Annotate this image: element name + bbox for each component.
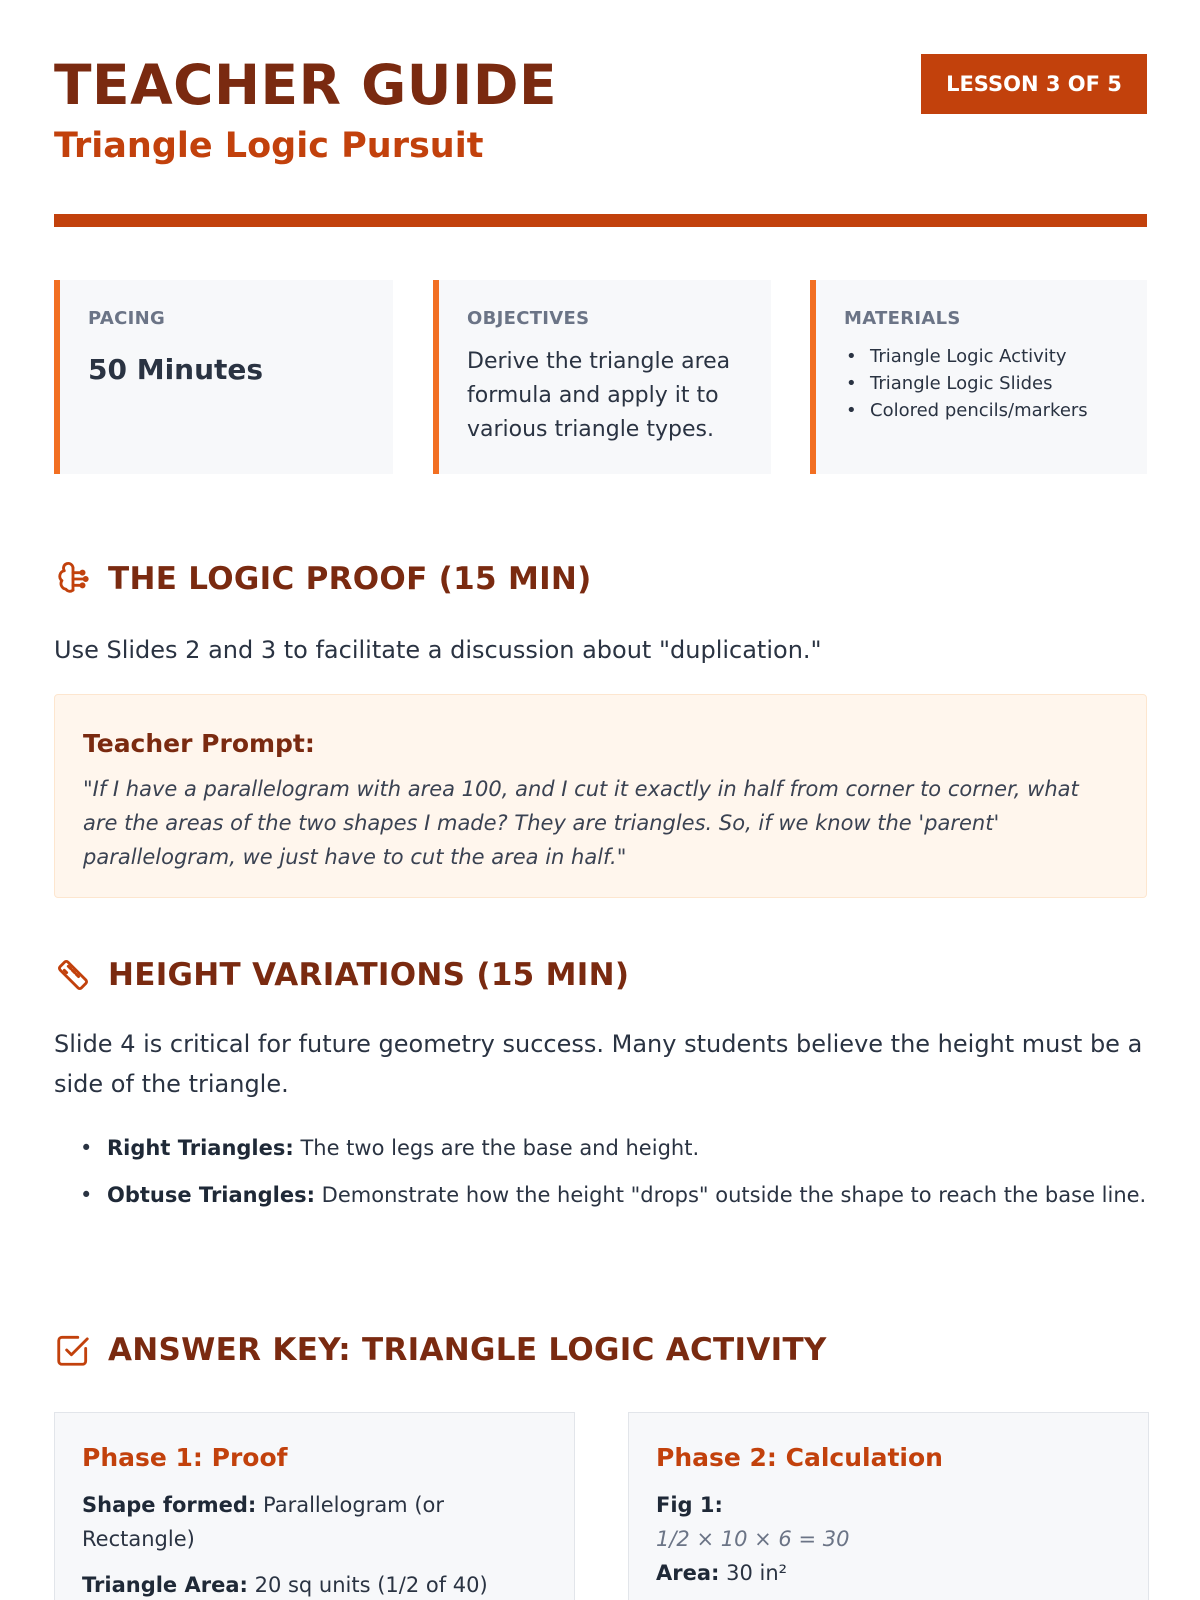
answer-key-heading [54, 1328, 827, 1372]
list-item: • Triangle Logic Activity [844, 343, 1121, 370]
shape-label: Shape formed: [82, 1493, 257, 1517]
prompt-quote: "If I have a parallelogram with area 100, and I cut it exactly in half from corner to corner, what are the areas of the two shapes I made? They are triangles. So, if we know the 'parent' parallelogram, we just have to cut the area in half." [83, 777, 1079, 869]
fig-label: Fig 1: [656, 1493, 723, 1517]
guide-header [54, 53, 1147, 178]
ruler-icon [54, 956, 92, 994]
bullet-text: Demonstrate how the height "drops" outside the shape to reach the base line. [315, 1183, 1147, 1207]
bullet-text: The two legs are the base and height. [293, 1136, 700, 1160]
pacing-label: PACING [88, 308, 166, 329]
materials-label: MATERIALS [844, 308, 961, 329]
materials-list [844, 343, 1121, 424]
materials-card [810, 280, 1147, 474]
objectives-text: Derive the triangle area formula and apply it to various triangle types. [467, 349, 731, 442]
page-subtitle: Triangle Logic Pursuit [54, 126, 484, 166]
prompt-label: Teacher Prompt: [83, 729, 315, 758]
shape-value: Parallelogram (or Rectangle) [82, 1493, 444, 1551]
pacing-card [54, 280, 393, 474]
section-title: ANSWER KEY: TRIANGLE LOGIC ACTIVITY [108, 1332, 827, 1368]
triangle-area-line [82, 1568, 547, 1600]
logic-proof-heading [54, 557, 592, 601]
equation: 1/2 × 10 × 6 = 30 [656, 1527, 850, 1551]
area-value: 20 sq units (1/2 of 40) [247, 1573, 488, 1597]
brain-icon [54, 560, 92, 598]
height-variations-heading [54, 953, 629, 997]
bullet-term: Obtuse Triangles: [107, 1183, 315, 1207]
phase-1-card [54, 1412, 575, 1600]
bullet-term: Right Triangles: [107, 1136, 294, 1160]
page-title: TEACHER GUIDE [54, 53, 558, 117]
phase-2-card [628, 1412, 1149, 1600]
phase-title: Phase 1: Proof [82, 1443, 288, 1472]
logic-proof-intro: Use Slides 2 and 3 to facilitate a discussion about "duplication." [54, 636, 822, 664]
fig-label-line [656, 1488, 1121, 1522]
lesson-badge: LESSON 3 OF 5 [921, 54, 1147, 114]
list-item: • Triangle Logic Slides [844, 370, 1121, 397]
height-variations-intro: Slide 4 is critical for future geometry success. Many students believe the height must be a side of the triangle. [54, 1030, 1143, 1098]
phase-title: Phase 2: Calculation [656, 1443, 943, 1472]
area-value: 30 in² [719, 1561, 788, 1585]
area-label: Area: [656, 1561, 720, 1585]
area-label: Triangle Area: [82, 1573, 248, 1597]
section-title: HEIGHT VARIATIONS (15 MIN) [108, 957, 630, 993]
teacher-prompt-box [54, 694, 1147, 898]
list-item: • Colored pencils/markers [844, 397, 1121, 424]
objectives-label: OBJECTIVES [467, 308, 590, 329]
checkbox-icon [54, 1331, 92, 1369]
pacing-value: 50 Minutes [88, 353, 264, 386]
shape-formed-line [82, 1488, 547, 1556]
section-title: THE LOGIC PROOF (15 MIN) [108, 561, 592, 597]
objectives-card [433, 280, 771, 474]
area-line [656, 1556, 1121, 1590]
header-divider [54, 214, 1147, 227]
list-item [80, 1179, 1147, 1212]
height-variations-list [80, 1132, 1147, 1226]
list-item [80, 1132, 1147, 1165]
